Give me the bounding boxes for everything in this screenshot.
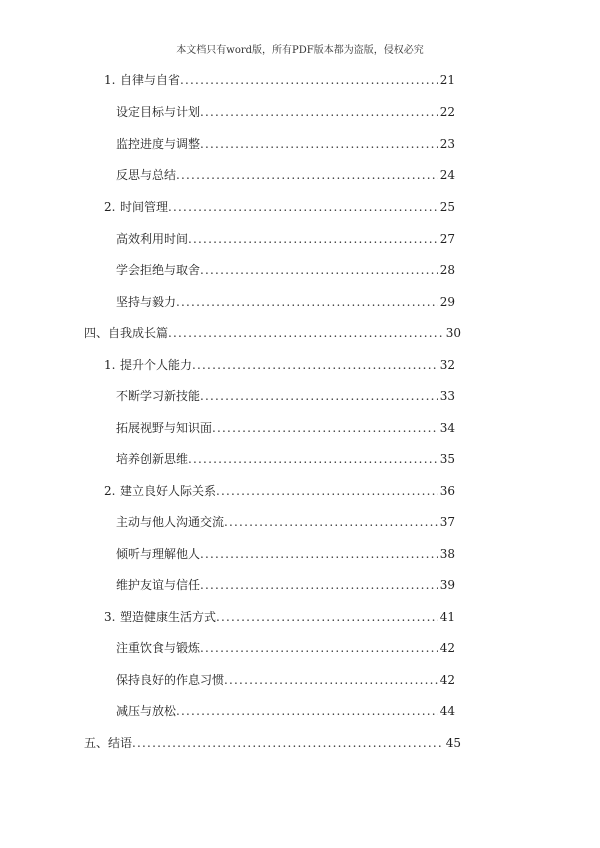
toc-entry-title: 坚持与毅力 [116, 295, 177, 309]
toc-entry[interactable] [116, 514, 455, 530]
toc-entry[interactable] [116, 388, 455, 404]
toc-entry[interactable] [116, 420, 455, 436]
toc-entry-page: 37 [439, 515, 455, 529]
toc-entry[interactable] [116, 703, 455, 719]
toc-leader-dots [212, 420, 438, 436]
toc-entry-page: 35 [439, 452, 455, 466]
toc-entry[interactable] [116, 262, 455, 278]
toc-entry-number: 2. [104, 200, 116, 214]
toc-entry-title: 拓展视野与知识面 [116, 421, 213, 435]
toc-entry[interactable] [116, 104, 455, 120]
toc-leader-dots [132, 735, 444, 751]
toc-entry-title: 不断学习新技能 [116, 389, 201, 403]
toc-leader-dots [200, 577, 438, 593]
toc-entry-page: 22 [439, 105, 455, 119]
toc-entry-title: 四、自我成长篇 [84, 326, 169, 340]
toc-entry-title: 注重饮食与锻炼 [116, 641, 201, 655]
toc-entry-page: 42 [439, 641, 455, 655]
toc-entry[interactable] [116, 577, 455, 593]
toc-entry-title: 时间管理 [120, 200, 169, 214]
toc-leader-dots [168, 199, 438, 215]
toc-entry-page: 33 [439, 389, 455, 403]
toc-leader-dots [188, 451, 438, 467]
toc-leader-dots [200, 136, 438, 152]
toc-leader-dots [200, 546, 438, 562]
toc-entry-page: 34 [439, 421, 455, 435]
toc-entry-page: 44 [439, 704, 455, 718]
toc-entry-title: 自律与自省 [120, 73, 181, 87]
toc-entry-title: 倾听与理解他人 [116, 547, 201, 561]
toc-entry[interactable] [104, 609, 455, 625]
toc-entry-title: 提升个人能力 [120, 358, 193, 372]
toc-entry-page: 27 [439, 232, 455, 246]
toc-leader-dots [176, 703, 438, 719]
toc-entry-title: 主动与他人沟通交流 [116, 515, 225, 529]
toc-leader-dots [200, 388, 438, 404]
toc-entry-title: 维护友谊与信任 [116, 578, 201, 592]
toc-leader-dots [200, 640, 438, 656]
toc-entry-page: 23 [439, 137, 455, 151]
toc-entry-number: 2. [104, 484, 116, 498]
toc-entry-page: 38 [439, 547, 455, 561]
toc-leader-dots [192, 357, 438, 373]
toc-entry-title: 减压与放松 [116, 704, 177, 718]
toc-entry[interactable] [116, 451, 455, 467]
toc-leader-dots [176, 167, 438, 183]
toc-entry-title: 监控进度与调整 [116, 137, 201, 151]
toc-entry-title: 高效利用时间 [116, 232, 189, 246]
toc-entry-number: 3. [104, 610, 116, 624]
toc-entry-page: 39 [439, 578, 455, 592]
toc-entry[interactable] [104, 357, 455, 373]
toc-entry-number: 1. [104, 73, 116, 87]
toc-entry[interactable] [104, 72, 455, 88]
toc-entry-number: 1. [104, 358, 116, 372]
toc-entry[interactable] [116, 672, 455, 688]
toc-leader-dots [180, 72, 438, 88]
toc-leader-dots [176, 294, 438, 310]
toc-entry[interactable] [116, 167, 455, 183]
toc-entry-title: 保持良好的作息习惯 [116, 673, 225, 687]
toc-leader-dots [188, 231, 438, 247]
toc-entry[interactable] [84, 325, 461, 341]
toc-entry[interactable] [116, 546, 455, 562]
toc-entry-page: 29 [439, 295, 455, 309]
toc-leader-dots [224, 514, 438, 530]
toc-entry-title: 培养创新思维 [116, 452, 189, 466]
toc-entry-page: 32 [439, 358, 455, 372]
toc-entry-page: 25 [439, 200, 455, 214]
watermark-header: 本文档只有word版，所有PDF版本都为盗版，侵权必究 [176, 45, 424, 56]
toc-entry-title: 设定目标与计划 [116, 105, 201, 119]
toc-leader-dots [200, 262, 438, 278]
toc-entry[interactable] [116, 294, 455, 310]
toc-leader-dots [216, 609, 438, 625]
toc-entry[interactable] [116, 231, 455, 247]
toc-entry-title: 学会拒绝与取舍 [116, 263, 201, 277]
toc-entry[interactable] [116, 136, 455, 152]
toc-entry-title: 五、结语 [84, 736, 133, 750]
toc-entry[interactable] [104, 199, 455, 215]
toc-leader-dots [216, 483, 438, 499]
toc-entry-page: 30 [445, 326, 461, 340]
toc-entry-page: 36 [439, 484, 455, 498]
toc-entry[interactable] [116, 640, 455, 656]
toc-leader-dots [200, 104, 438, 120]
toc-entry[interactable] [104, 483, 455, 499]
toc-leader-dots [224, 672, 438, 688]
toc-entry-page: 21 [439, 73, 455, 87]
toc-entry-page: 45 [445, 736, 461, 750]
toc-entry-title: 建立良好人际关系 [120, 484, 217, 498]
toc-entry-page: 28 [439, 263, 455, 277]
toc-entry-page: 41 [439, 610, 455, 624]
toc-entry-page: 42 [439, 673, 455, 687]
toc-entry-title: 反思与总结 [116, 168, 177, 182]
toc-entry[interactable] [84, 735, 461, 751]
toc-leader-dots [168, 325, 444, 341]
toc-entry-page: 24 [439, 168, 455, 182]
toc-entry-title: 塑造健康生活方式 [120, 610, 217, 624]
